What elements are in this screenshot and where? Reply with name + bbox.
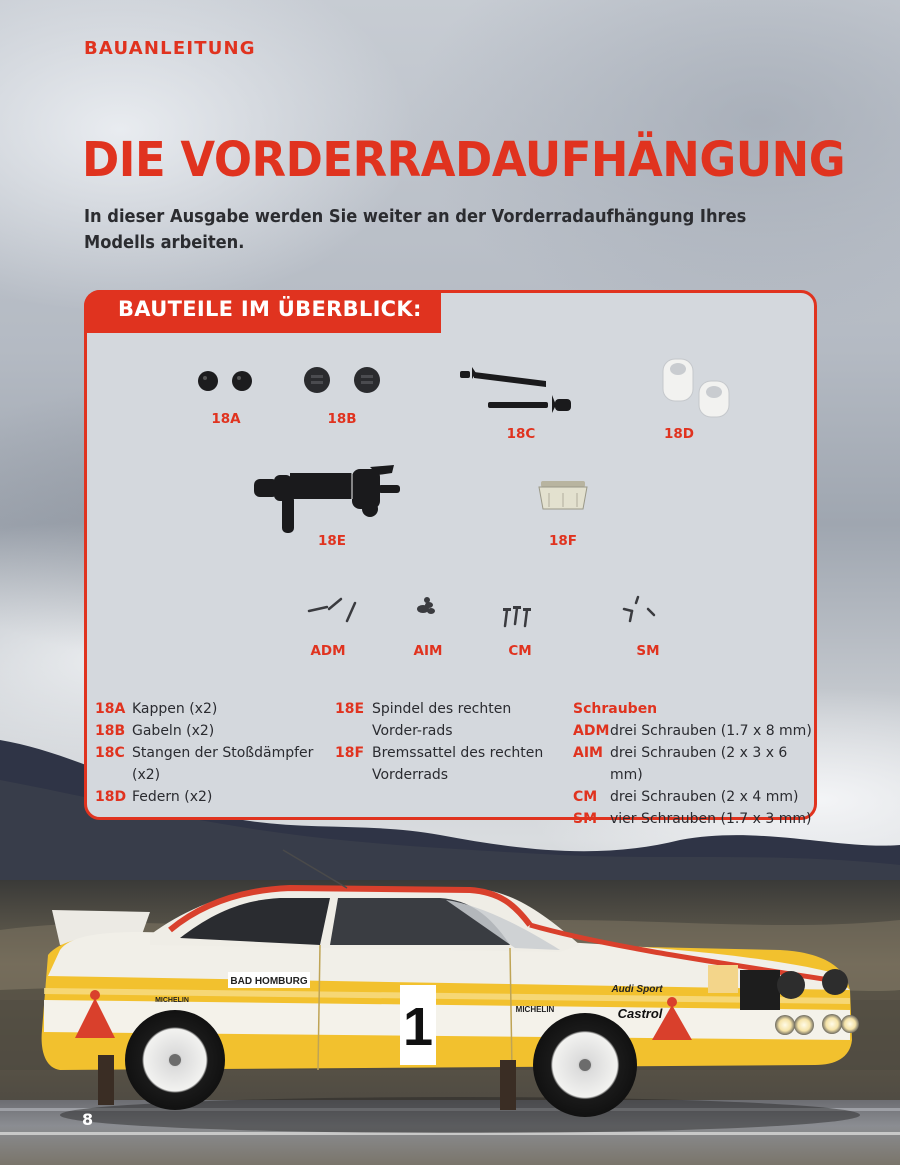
legend-text: drei Schrauben (2 x 3 x 6 mm) — [610, 745, 788, 783]
page-number: 8 — [82, 1110, 94, 1129]
legend-item — [95, 720, 335, 742]
screws-icon — [503, 606, 535, 628]
legend-code: 18B — [95, 723, 126, 739]
legend-text: Gabeln (x2) — [132, 723, 215, 739]
parts-legend-column-2 — [335, 698, 575, 786]
section-label: BAUANLEITUNG — [84, 38, 256, 59]
legend-item — [335, 742, 575, 786]
legend-item — [573, 720, 823, 742]
parts-overview-heading: BAUTEILE IM ÜBERBLICK: — [84, 290, 441, 333]
svg-text:1: 1 — [402, 997, 434, 1057]
intro-text: In dieser Ausgabe werden Sie weiter an der Vorderradaufhängung Ihres Modells arbeiten. — [84, 207, 747, 253]
page-title: DIE VORDERRADAUFHÄNGUNG — [82, 132, 846, 188]
legend-code: ADM — [573, 723, 610, 739]
screws-heading: Schrauben — [573, 701, 658, 717]
legend-item — [573, 808, 823, 830]
parts-overview-box — [84, 290, 817, 827]
legend-code: 18F — [335, 745, 365, 761]
shock-rod-parts-icon — [460, 365, 575, 417]
screws-icon — [307, 597, 363, 623]
part-label-aim: AIM — [413, 643, 443, 659]
legend-text: Kappen (x2) — [132, 701, 218, 717]
part-label-18c: 18C — [506, 426, 536, 442]
svg-text:Castrol: Castrol — [617, 1006, 663, 1021]
svg-text:Audi Sport: Audi Sport — [611, 984, 663, 995]
parts-legend-column-3 — [573, 698, 823, 830]
part-label-18b: 18B — [327, 411, 357, 427]
legend-text: drei Schrauben (2 x 4 mm) — [610, 789, 799, 805]
legend-code: 18C — [95, 745, 125, 761]
fork-parts-icon — [304, 366, 382, 396]
part-label-18e: 18E — [317, 533, 347, 549]
screws-icon — [413, 595, 437, 619]
legend-text: Bremssattel des rechten Vorderrads — [372, 745, 544, 783]
legend-code: 18D — [95, 789, 127, 805]
part-label-18a: 18A — [211, 411, 241, 427]
legend-text: Spindel des rechten Vorder-rads — [372, 701, 512, 739]
svg-text:MICHELIN: MICHELIN — [155, 997, 189, 1004]
legend-code: AIM — [573, 745, 603, 761]
brake-caliper-part-icon — [537, 479, 589, 513]
legend-item — [573, 742, 823, 786]
spindle-part-icon — [252, 465, 402, 535]
legend-code: CM — [573, 789, 598, 805]
legend-item — [95, 742, 335, 786]
legend-text: Stangen der Stoßdämpfer (x2) — [132, 745, 314, 783]
legend-code: 18A — [95, 701, 126, 717]
parts-legend-column-1 — [95, 698, 335, 808]
part-label-18d: 18D — [664, 426, 694, 442]
spring-parts-icon — [661, 355, 733, 419]
legend-text: vier Schrauben (1.7 x 3 mm) — [610, 811, 812, 827]
screws-icon — [620, 595, 660, 625]
legend-text: Federn (x2) — [132, 789, 213, 805]
svg-text:BAD HOMBURG: BAD HOMBURG — [230, 976, 308, 987]
cap-parts-icon — [197, 369, 253, 393]
part-label-18f: 18F — [548, 533, 578, 549]
legend-item — [335, 698, 575, 742]
legend-item — [573, 786, 823, 808]
part-label-adm: ADM — [310, 643, 346, 659]
legend-item — [95, 698, 335, 720]
legend-item — [95, 786, 335, 808]
svg-text:MICHELIN: MICHELIN — [515, 1005, 555, 1014]
part-label-sm: SM — [636, 643, 660, 659]
legend-code: 18E — [335, 701, 365, 717]
legend-code: SM — [573, 811, 598, 827]
part-label-cm: CM — [508, 643, 532, 659]
legend-text: drei Schrauben (1.7 x 8 mm) — [610, 723, 812, 739]
